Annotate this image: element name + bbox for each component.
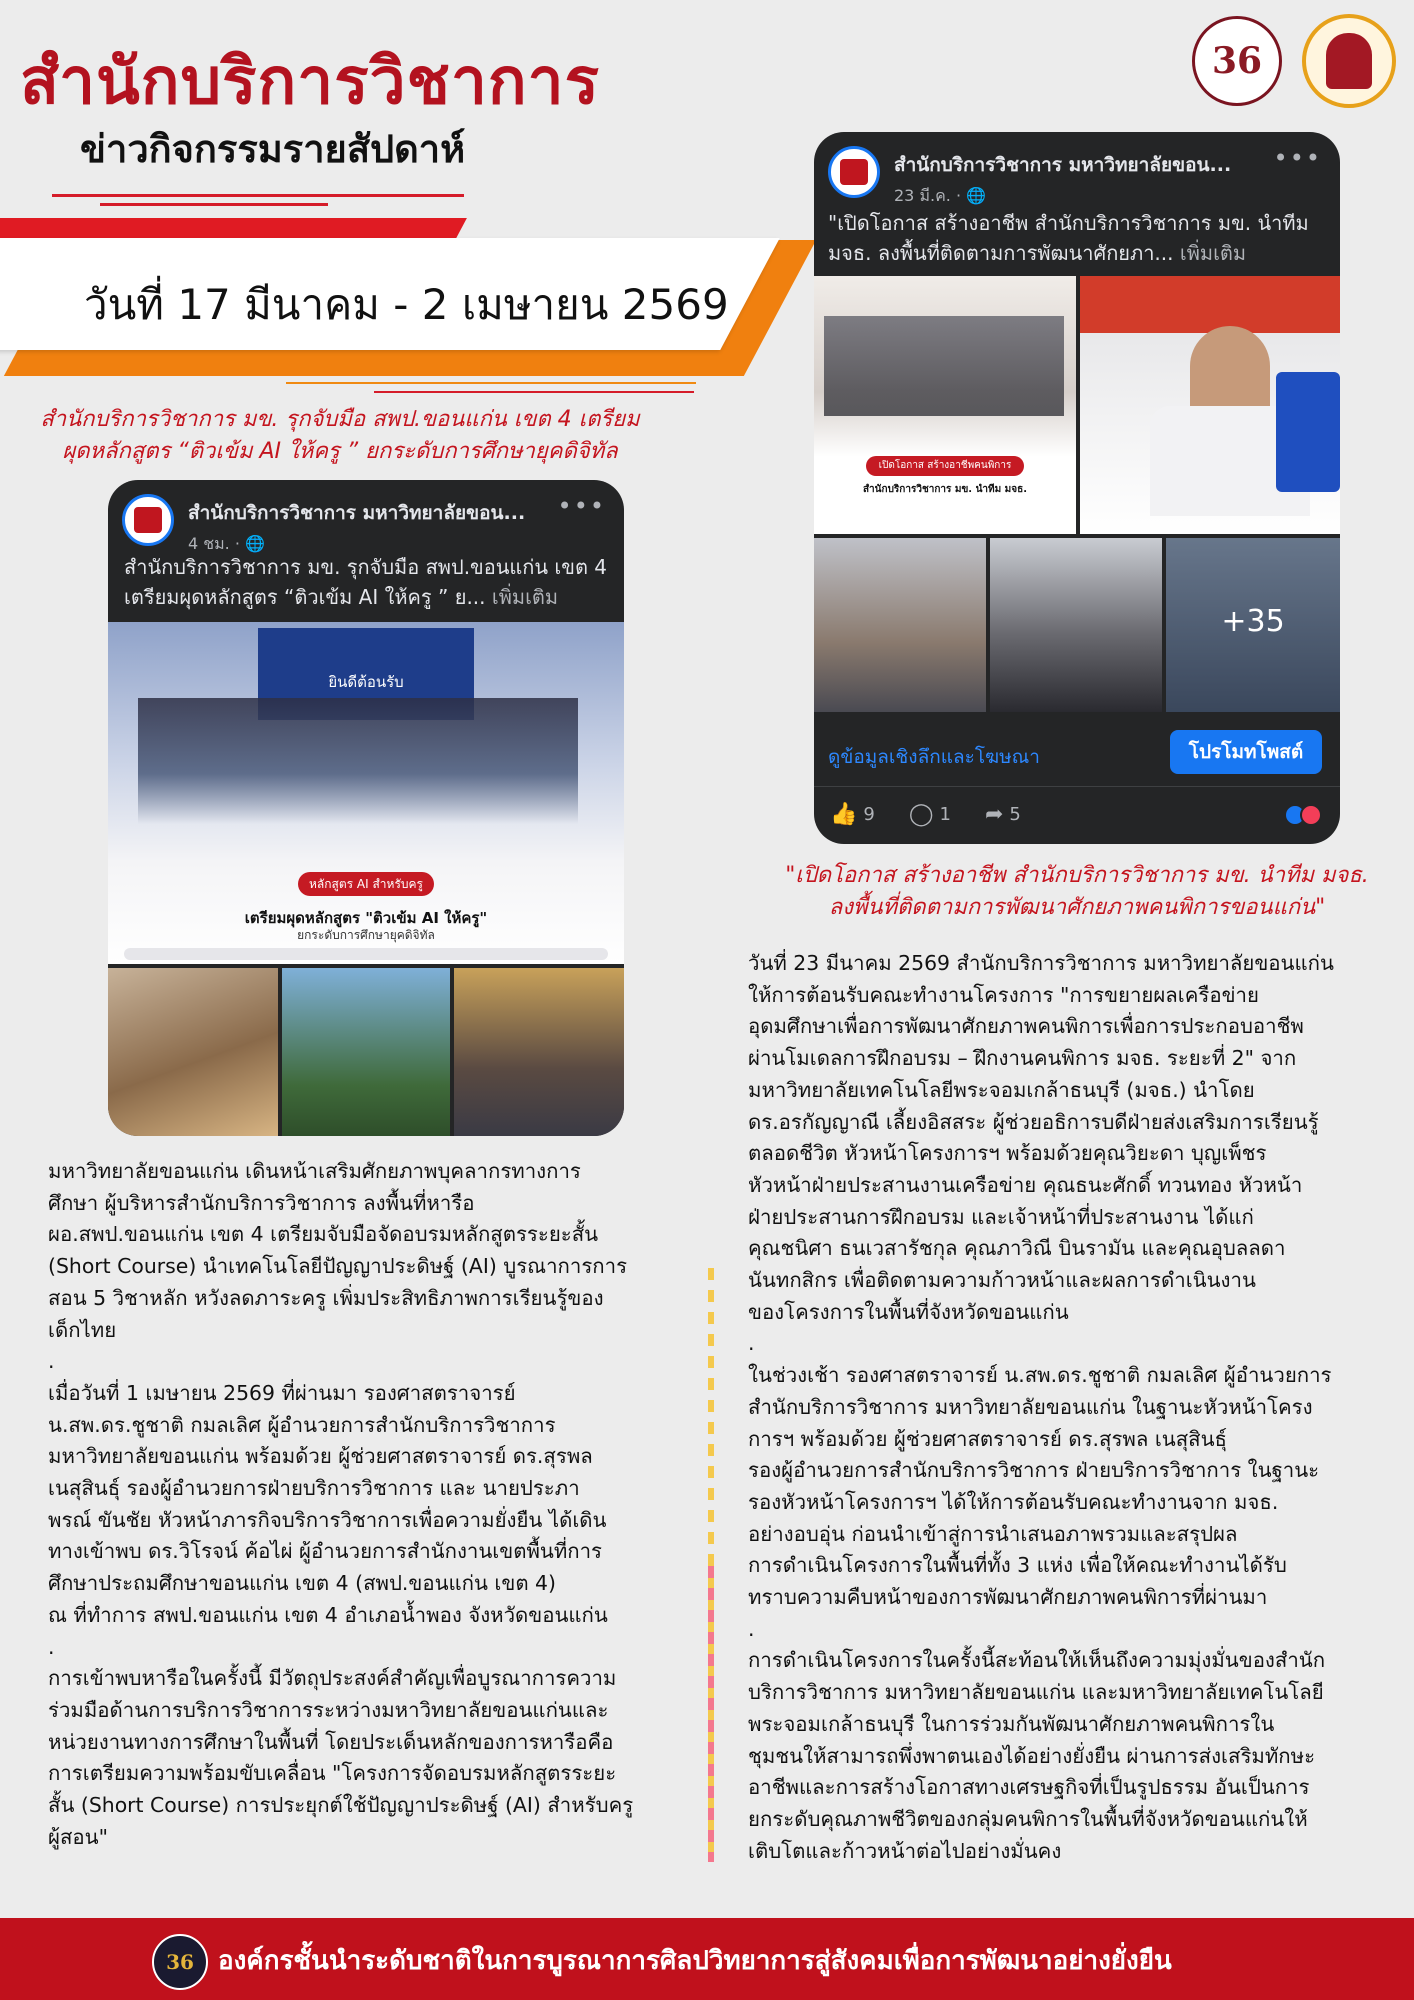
banner-headline: เตรียมผุดหลักสูตร "ติวเข้ม AI ให้ครู" [244,909,488,927]
post-photo-more[interactable] [1166,538,1340,712]
comment-count: 1 [939,804,951,825]
banner-label: หลักสูตร AI สำหรับครู [298,872,434,896]
anniversary-logo: 36 [1192,16,1282,106]
post-time[interactable]: 4 ชม. · [188,534,246,553]
love-reaction-icon [1300,804,1322,826]
post-main-photo[interactable] [108,622,624,964]
post-photo-man[interactable] [990,538,1162,712]
blue-chair [1276,372,1340,492]
facebook-post-card-left[interactable] [108,480,624,1136]
footer-36-logo: 36 [152,1934,208,1990]
globe-icon: 🌐 [966,186,987,205]
title-underline-short [100,203,328,206]
page-title: สำนักบริการวิชาการ [20,45,600,119]
banner-sub: สำนักบริการวิชาการ มข. นำทีม มจธ. [862,484,1028,495]
more-options-icon[interactable]: ••• [1273,144,1322,172]
card-divider [814,786,1340,787]
banner-contact-bar [124,948,608,960]
share-icon[interactable]: ➦ [984,802,1004,827]
right-post-caption: "เปิดโอกาส สร้างอาชีพ สำนักบริการวิชาการ มข. นำทีม มจธ. ลงพื้นที่ติดตามการพัฒนาศักยภาพคนพิการขอนแก่น" [785,863,1369,920]
page-avatar[interactable] [122,494,174,546]
banner-underline-red [374,391,694,393]
welcome-board: ยินดีต้อนรับ [258,628,474,720]
post-photo-meeting[interactable] [108,968,278,1136]
like-count: 9 [863,804,875,825]
column-divider-pink [708,1566,714,1862]
post-text: "เปิดโอกาส สร้างอาชีพ สำนักบริการวิชาการ มข. นำทีม มจธ. ลงพื้นที่ติดตามการพัฒนาศักยภา... เพิ่มเติม [828,211,1309,265]
post-photo-group-outdoor[interactable] [282,968,450,1136]
banner-underline [286,382,696,384]
right-article-body: วันที่ 23 มีนาคม 2569 สำนักบริการวิชาการ มหาวิทยาลัยขอนแก่น ให้การต้อนรับคณะทำงานโครงการ "การขยายผลเครือข่าย อุดมศึกษาเพื่อการพัฒนาศักยภาพคนพิการเพื่อการประกอบอาชีพ ผ่านโมเดลการฝึกอบรม – ฝึกงานคนพิการ มจธ. ระยะที่ 2" จาก มหาวิทยาลัยเทคโนโลยีพระจอมเกล้าธนบุรี (มจธ.) นำโดย ดร.อรกัญญาณี เลี้ยงอิสสระ ผู้ช่วยอธิการบดีฝ่ายส่งเสริมการเรียนรู้ ตลอดชีวิต หัวหน้าโครงการฯ พร้อมด้วยคุณวิยะดา บุญเพ็ชร หัวหน้าฝ่ายประสานงานเครือข่าย คุณธนะศักดิ์ ทวนทอง หัวหน้า ฝ่ายประสานการฝึกอบรม และเจ้าหน้าที่ประสานงาน ได้แก่ คุณชนิศา ธนเวสารัชกุล คุณภาวิณี บินรามัน และคุณอุบลลดา นันทกสิกร เพื่อติดตามความก้าวหน้าและผลการดำเนินงาน ของโครงการในพื้นที่จังหวัดขอนแก่น . ในช่วงเช้า รองศาสตราจารย์ น.สพ.ดร.ชูชาติ กมลเลิศ ผู้อำนวยการ สำนักบริการวิชาการ มหาวิทยาลัยขอนแก่น ในฐานะหัวหน้าโครง การฯ พร้อมด้วย ผู้ช่วยศาสตราจารย์ ดร.สุรพล เนสุสินธุ์ รองผู้อำนวยการสำนักบริการวิชาการ ฝ่ายบริการวิชาการ ในฐานะ รองหัวหน้าโครงการฯ ได้ให้การต้อนรับคณะทำงานจาก มจธ. อย่างอบอุ่น ก่อนนำเข้าสู่การนำเสนอภาพรวมและสรุปผล การดำเนินโครงการในพื้นที่ทั้ง 3 แห่ง เพื่อให้คณะทำงานได้รับ ทราบความคืบหน้าของการพัฒนาศักยภาพคนพิการที่ผ่านมา . การดำเนินโครงการในครั้งนี้สะท้อนให้เห็นถึงความมุ่งมั่นของสำนัก บริการวิชาการ มหาวิทยาลัยขอนแก่น และมหาวิทยาลัยเทคโนโลยี พระจอมเกล้าธนบุรี ในการร่วมกันพัฒนาศักยภาพคนพิการใน ชุมชนให้สามารถพึ่งพาตนเองได้อย่างยั่งยืน ผ่านการส่งเสริมทักษะ อาชีพและการสร้างโอกาสทางเศรษฐกิจที่เป็นรูปธรรม อันเป็นการ ยกระดับคุณภาพชีวิตของกลุ่มคนพิการในพื้นที่จังหวัดขอนแก่นให้ เติบโตและก้าวหน้าต่อไปอย่างมั่นคง [748,951,1334,1863]
page-name[interactable]: สำนักบริการวิชาการ มหาวิทยาลัยขอน... [188,502,526,524]
insights-link[interactable]: ดูข้อมูลเชิงลึกและโฆษณา [828,746,1040,768]
share-count: 5 [1009,804,1021,825]
page-name[interactable]: สำนักบริการวิชาการ มหาวิทยาลัยขอน... [894,154,1232,176]
date-range: วันที่ 17 มีนาคม - 2 เมษายน 2569 [84,280,729,329]
comment-icon[interactable]: ◯ [908,802,934,827]
banner-sub: ยกระดับการศึกษายุคดิจิทัล [297,928,435,942]
more-options-icon[interactable]: ••• [557,492,606,520]
page-avatar[interactable] [828,146,880,198]
group-people [138,698,578,824]
group-people [824,316,1064,416]
post-main-photo[interactable] [814,276,1076,534]
page-subtitle: ข่าวกิจกรรมรายสัปดาห์ [80,127,466,171]
title-underline [52,194,464,197]
more-photos-count: +35 [1221,604,1285,639]
like-icon[interactable]: 👍 [830,802,858,827]
left-post-caption: สำนักบริการวิชาการ มข. รุกจับมือ สพป.ขอนแก่น เขต 4 เตรียมผุดหลักสูตร “ติวเข้ม AI ให้ครู ” ยกระดับการศึกษายุคดิจิทัล [40,407,640,464]
see-more-link[interactable]: เพิ่มเติม [491,585,559,609]
post-photo-speaker[interactable] [1080,276,1340,534]
post-time[interactable]: 23 มี.ค. · [894,186,967,205]
banner-label: เปิดโอกาส สร้างอาชีพคนพิการ [866,456,1024,476]
see-more-link[interactable]: เพิ่มเติม [1179,241,1247,265]
footer-slogan: องค์กรชั้นนำระดับชาติในการบูรณาการศิลปวิทยาการสู่สังคมเพื่อการพัฒนาอย่างยั่งยืน [218,1946,1172,1976]
post-text: สำนักบริการวิชาการ มข. รุกจับมือ สพป.ขอนแก่น เขต 4 เตรียมผุดหลักสูตร “ติวเข้ม AI ให้ครู ” ย... เพิ่มเติม [124,555,608,609]
promote-post-button[interactable]: โปรโมทโพสต์ [1170,730,1322,774]
post-photo-woman[interactable] [814,538,986,712]
globe-icon: 🌐 [245,534,265,553]
left-article-body: มหาวิทยาลัยขอนแก่น เดินหน้าเสริมศักยภาพบุคลากรทางการ ศึกษา ผู้บริหารสำนักบริการวิชาการ ลงพื้นที่หารือ ผอ.สพป.ขอนแก่น เขต 4 เตรียมจับมือจัดอบรมหลักสูตรระยะสั้น (Short Course) นำเทคโนโลยีปัญญาประดิษฐ์ (AI) บูรณาการการ สอน 5 วิชาหลัก หวังลดภาระครู เพิ่มประสิทธิภาพการเรียนรู้ของ เด็กไทย . เมื่อวันที่ 1 เมษายน 2569 ที่ผ่านมา รองศาสตราจารย์ น.สพ.ดร.ชูชาติ กมลเลิศ ผู้อำนวยการสำนักบริการวิชาการ มหาวิทยาลัยขอนแก่น พร้อมด้วย ผู้ช่วยศาสตราจารย์ ดร.สุรพล เนสุสินธุ์ รองผู้อำนวยการฝ่ายบริการวิชาการ และ นายประภา พรณ์ ขันชัย หัวหน้าภารกิจบริการวิชาการเพื่อความยั่งยืน ได้เดิน ทางเข้าพบ ดร.วิโรจน์ ค้อไผ่ ผู้อำนวยการสำนักงานเขตพื้นที่การ ศึกษาประถมศึกษาขอนแก่น เขต 4 (สพป.ขอนแก่น เขต 4) ณ ที่ทำการ สพป.ขอนแก่น เขต 4 อำเภอน้ำพอง จังหวัดขอนแก่น . การเข้าพบหารือในครั้งนี้ มีวัตถุประสงค์สำคัญเพื่อบูรณาการความ ร่วมมือด้านการบริการวิชาการระหว่างมหาวิทยาลัยขอนแก่นและ หน่วยงานทางการศึกษาในพื้นที่ โดยประเด็นหลักของการหารือคือ การเตรียมความพร้อมขับเคลื่อน "โครงการจัดอบรมหลักสูตรระยะ สั้น (Short Course) การประยุกต์ใช้ปัญญาประดิษฐ์ (AI) สำหรับครู ผู้สอน" [48,1159,634,1849]
facebook-post-card-right[interactable] [814,132,1340,844]
office-seal-logo [1302,14,1396,108]
post-photo-gift[interactable] [454,968,624,1136]
